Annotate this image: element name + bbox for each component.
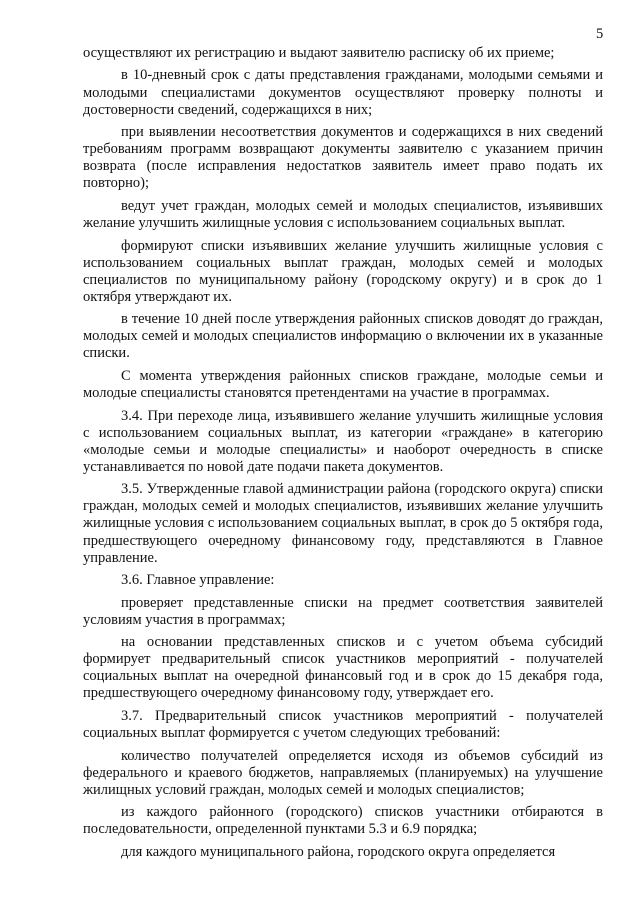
body-text bbox=[83, 45, 603, 866]
paragraph-clause-3-7: 3.7. Предварительный список участников мероприятий - получателей социальных выплат формируется с учетом следующих требований: bbox=[83, 707, 603, 742]
paragraph-selection-order: из каждого районного (городского) списков участники отбираются в последовательности, определенной пунктами 5.3 и 6.9 порядка; bbox=[83, 804, 603, 838]
paragraph-clause-3-5: 3.5. Утвержденные главой администрации района (городского округа) списки граждан, молодых семей и молодых специалистов, изъявивших желание улучшить жилищные условия с использованием социальных выплат, в срок до 5 октября года, предшествующего очередному финансовому году, представляются в Главное управление. bbox=[83, 481, 603, 566]
page-number: 5 bbox=[596, 26, 604, 42]
paragraph-preliminary-list: на основании представленных списков и с учетом объема субсидий формирует предварительный список участников мероприятий - получателей социальных выплат на очередной финансовый год и в срок до 15 декабря года, предшествующего очередному финансовому году, утверждает его. bbox=[83, 634, 603, 702]
paragraph-notify: в течение 10 дней после утверждения районных списков доводят до граждан, молодых семей и молодых специалистов информацию о включении их в указанные списки. bbox=[83, 311, 603, 362]
paragraph-keep-records: ведут учет граждан, молодых семей и молодых специалистов, изъявивших желание улучшить жилищные условия с использованием социальных выплат. bbox=[83, 197, 603, 232]
paragraph-registration: осуществляют их регистрацию и выдают заявителю расписку об их приеме; bbox=[83, 45, 555, 61]
paragraph-form-lists: формируют списки изъявивших желание улучшить жилищные условия с использованием социальных выплат граждан, молодых семей и молодых специалистов по муниципальному району (городскому округу) и в срок до 1 октября утверждают их. bbox=[83, 237, 603, 305]
paragraph-clause-3-6: 3.6. Главное управление: bbox=[121, 572, 275, 589]
paragraph-recipients-count: количество получателей определяется исходя из объемов субсидий из федерального и краевого бюджетов, направляемых (планируемых) на улучшение жилищных условий граждан, молодых семей и молодых специалистов; bbox=[83, 747, 603, 798]
paragraph-check-lists: проверяет представленные списки на предмет соответствия заявителей условиям участия в программах; bbox=[83, 594, 603, 628]
paragraph-municipal-district: для каждого муниципального района, городского округа определяется bbox=[121, 843, 556, 860]
paragraph-clause-3-4: 3.4. При переходе лица, изъявившего желание улучшить жилищные условия с использованием социальных выплат, из категории «граждане» в категорию «молодые семьи и молодые специалисты» и наоборот очередность в списке устанавливается по новой дате подачи пакета документов. bbox=[83, 407, 603, 475]
paragraph-applicants-status: С момента утверждения районных списков граждане, молодые семьи и молодые специалисты становятся претендентами на участие в программах. bbox=[83, 367, 603, 402]
paragraph-verification: в 10-дневный срок с даты представления гражданами, молодыми семьями и молодыми специалистами документов осуществляют проверку полноты и достоверности сведений, содержащихся в них; bbox=[83, 67, 603, 118]
paragraph-return-documents: при выявлении несоответствия документов и содержащихся в них сведений требованиям программ возвращают документы заявителю с указанием причин возврата (после исправления недостатков заявитель имеет право подать их повторно); bbox=[83, 124, 603, 192]
